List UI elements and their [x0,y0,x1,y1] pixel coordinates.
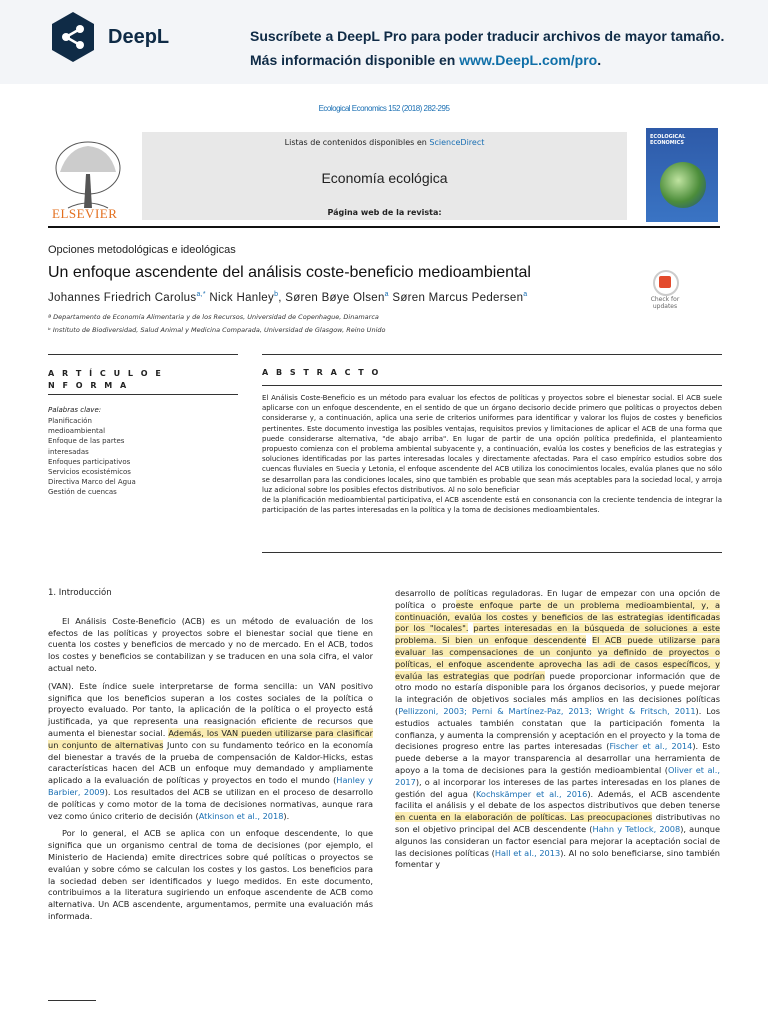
citation-link[interactable]: Hahn y Tetlock, 2008 [592,823,681,834]
contents-prefix: Listas de contenidos disponibles en [284,138,427,147]
citation-link[interactable]: Atkinson et al., 2018 [198,810,284,821]
affiliation: ª Departamento de Economía Alimentaria y de los Recursos, Universidad de Copenhague, Dinamarca [48,313,379,321]
sciencedirect-link[interactable]: ScienceDirect [429,138,485,147]
keyword: Servicios ecosistémicos [48,468,131,477]
paragraph [48,681,373,823]
deepl-banner [0,0,768,84]
author-sup: a [384,291,389,298]
check-for-updates-badge[interactable] [646,268,684,308]
paragraph [395,588,720,871]
deepl-brand: DeepL [108,26,170,48]
author-list: Johannes Friedrich Carolus$^{a,*}$ Nick Hanley$^b$, Søren Bøye Olsen$^a$ Søren Marcus Pedersen$^a$ [48,291,528,304]
citation-link[interactable]: Pellizzoni, 2003; Perni & Martínez-Paz, 2013; Wright & Fritsch, 2011 [398,705,696,716]
author-name[interactable]: Nick Hanley [209,291,275,304]
text-run: ). Esto puede deberse a la mayor transparencia al desarrollar una herramienta de apoyo a la toma de decisiones para la gestión medioambiental ( [395,741,720,775]
promo-line-2 [250,52,601,68]
text-run: (VAN). Este índice suele interpretarse de forma sencilla: un VAN positivo significa que los beneficios superan a los costes sociales de la política o proyecto evaluado. Por tanto, la aplicación de la política o el proyecto está justificada, ya que representa una reasignación eficiente de recursos que aumenta el bienestar social. [48,680,373,738]
keyword: interesadas [48,447,89,456]
keywords-divider [48,394,238,395]
highlighted-text: este enfoque parte de un problema medioambiental, y, a continuación, evalúa los costes y beneficios de las estrategias identificadas por los "locales". [395,599,720,634]
body-column-left [48,588,373,929]
keyword: Directiva Marco del Agua [48,478,136,487]
journal-homepage-label: Página web de la revista: [327,208,442,217]
highlighted-text: El ACB puede utilizarse para evaluar las compensaciones de un conjunto ya definido de proyectos o políticas, el enfoque ascendente aprovecha las adi de casos específicos, y evalúa las estrategias que podrían [395,635,721,681]
text-run: puede proporcionar información que de otro modo no estaría disponible para los órganos decisorios, y puede mejorar la integración de objetivos sociales más amplios en las decisiones políticas ( [395,670,720,716]
abstract-top-divider [262,385,722,386]
text-run: ). Los resultados del ACB se utilizan en el proceso de desarrollo de políticas y como motor de la toma de decisiones normativas, aunque rara vez como único criterio de decisión ( [48,786,373,821]
author-name[interactable]: Søren Marcus Pedersen [392,291,524,304]
text-run: ). Al no solo beneficiarse, sino también fomentar y [395,847,720,870]
section-heading: 1. Introducción [48,588,112,598]
journal-cover-image [646,128,718,222]
article-section: Opciones metodológicas e ideológicas [48,244,236,256]
keyword: Gestión de cuencas [48,488,117,497]
citation-link[interactable]: Hanley y Barbier, 2009 [48,775,373,797]
paragraph: Por lo general, el ACB se aplica con un enfoque descendente, lo que significa que un organismo central de toma de decisiones (por ejemplo, el Ministerio de Hacienda) emite directrices sobre qué políticas o proyectos se evalúan y sobre cómo se calculan los costes y los gastos. Los beneficios para la sociedad deben ser identificados y luego medidos. En este documento, contribuimos a la literatura sugiriendo un enfoque ascendente de ACB como alternativa. Un ACB ascendente, argumentamos, permite una evaluación más informada. [48,828,373,921]
text-run: distributivas no son el objetivo principal del ACB descendente ( [395,812,720,834]
contents-line [142,138,627,147]
info-divider [48,354,238,355]
abstract-bottom-divider [262,552,722,553]
body-column-right [395,588,720,877]
article-title: Un enfoque ascendente del análisis coste-beneficio medioambiental [48,264,531,281]
cover-title: ECOLOGICAL ECONOMICS [650,134,686,146]
footnote-rule [48,1000,96,1001]
keyword: Planificación [48,417,92,425]
keyword: medioambiental [48,427,106,436]
text-run: ), aunque algunos las consideran un factor esencial para mejorar la aceptación social de las decisiones políticas ( [395,823,721,858]
keyword: Enfoque de las partes [48,437,125,446]
affiliation: ᵇ Instituto de Biodiversidad, Salud Animal y Medicina Comparada, Universidad de Glasgow, Reino Unido [48,326,386,334]
highlighted-text: en cuenta en la elaboración de políticas. Las preocupaciones [395,812,653,823]
keyword: Enfoques participativos [48,457,131,466]
citation-link[interactable]: Fischer et al., 2014 [609,741,693,752]
promo-line-1: Suscríbete a DeepL Pro para poder traducir archivos de mayor tamaño. [250,28,725,44]
author-name[interactable]: Søren Bøye Olsen [285,291,385,304]
author-sup: a,* [196,291,206,298]
bookmark-icon [659,276,671,288]
citation-link[interactable]: Kochskämper et al., 2016 [475,788,588,799]
text-run: ). [283,810,290,821]
keywords-list [48,416,158,498]
journal-reference[interactable]: Ecological Economics 152 (2018) 282-295 [318,104,450,113]
text-run: Junto con su fundamento teórico en la economía del bienestar a través de la prueba de compensación de Kaldor-Hicks, estas características hacen del ACB un enfoque muy demandado y ampliamente aplicado a la evaluación de políticas y proyectos en todo el mundo ( [48,739,374,786]
highlighted-text: Además, los VAN pueden utilizarse para clasificar un conjunto de alternativas [48,727,373,750]
deepl-pro-link[interactable]: www.DeepL.com/pro [459,52,598,68]
journal-title: Economía ecológica [321,170,448,186]
abstract-divider [262,354,722,355]
citation-link[interactable]: Oliver et al., 2017 [395,764,720,787]
header-divider [48,226,720,228]
globe-icon [660,162,706,208]
author-sup: a [523,291,528,298]
text-run: desarrollo de políticas reguladoras. En lugar de empezar con una opción de política o pro [395,588,720,610]
text-run: ), o al incorporar los intereses de las partes interesadas en los planes de gestión del agua ( [395,776,720,799]
author-name[interactable]: Johannes Friedrich Carolus [48,291,197,304]
check-updates-label: Check for updates [650,296,680,310]
publisher-name: ELSEVIER [52,206,118,221]
author-sup: b [274,291,279,298]
highlighted-text: partes interesadas en la búsqueda de soluciones a este problema. Si bien un enfoque descendente [395,623,720,646]
paragraph: El Análisis Coste-Beneficio (ACB) es un método de evaluación de los efectos de las políticas y proyectos sobre el bienestar social que tiene en cuenta los costes y beneficios de mercado y no de mercado. En el ACB, todos los costes y beneficios se contabilizan y se traducen en una sola cifra, el valor actual neto. [48,615,373,673]
promo-prefix: Más información disponible en [250,52,456,68]
article-info-heading: A R T Í C U L O E N F O R M A [48,369,164,390]
journal-header [142,132,627,220]
citation-link[interactable]: Hall et al., 2013 [494,847,561,858]
abstract-text: El Análisis Coste-Beneficio es un método para evaluar los efectos de políticas y proyectos sobre el bienestar social. El ACB suele aplicarse con un enfoque descendente, en el sentido de que un órgano decisorio decide primero que políticas o proyectos deben considerarse y, a continuación, aplica una serie de criterios uniformes para identificar y valorar los flujos de costes y beneficios pertinentes. Este documento investiga las posibles ventajas, requisitos previos y limitaciones de aplicar el ACB de una forma que puede considerarse alternativa, "de abajo arriba". En lugar de partir de una opción política predefinida, el planteamiento propuesto comienza con el problema ambiental subyacente y, a continuación, evalúa los costes y beneficios de las estrategias y soluciones identificadas por las partes interesadas locales y directamente afectadas. Para el caso empírico estudios sobre dos cuencas fluviales en Suecia y Letonia, el enfoque ascendente del ACB utiliza los conocimientos locales, evalúa planes que no sólo se desarrollan para las condiciones locales, sino que también es probable que sean más aceptables para la sociedad local, y arroja luz adicional sobre los posibles efectos distributivos. Al no solo beneficiar [262,394,722,494]
abstract-text-continued: de la planificación medioambiental participativa, el ACB ascendente está en consonancia con la creciente tendencia de integrar la participación de las partes interesadas en la política y la toma de decisiones medioambientales. [262,496,722,515]
deepl-logo-icon [48,10,98,64]
text-run: ). Los estudios actuales también constatan que la participación fomenta la confianza, y aumenta la comprensión y aceptación en el proyecto y la toma de decisiones progreso entre las partes interesadas ( [395,705,720,752]
promo-suffix: . [597,52,602,68]
abstract-body [262,393,722,515]
text-run: ). Además, el ACB ascendente facilita el análisis y el debate de los aspectos distributivos que deben tenerse [395,788,720,811]
abstract-heading: A B S T R A C T O [262,368,381,377]
keywords-label: Palabras clave: [48,406,102,414]
